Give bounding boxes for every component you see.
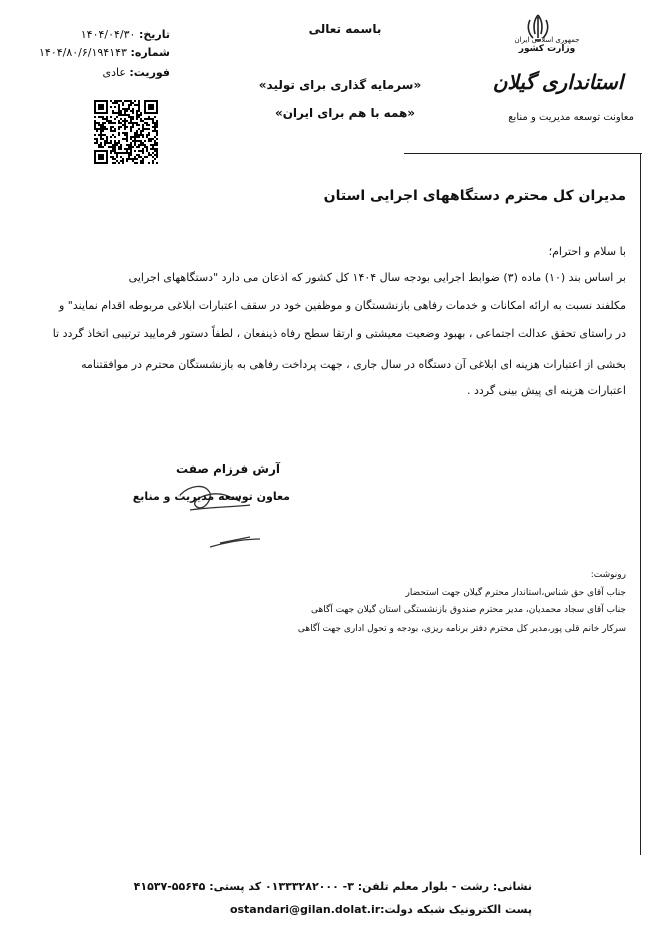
slogan-together: «همه با هم برای ایران» [274,106,416,120]
urgency-label: فوریت: [129,66,170,79]
footer-address: نشانی: رشت - بلوار معلم تلفن: ۳- ۰۱۳۳۳۲۸۲۰۰۰ کد پستی: ۵۵۶۴۵-۴۱۵۳۷ [133,880,532,893]
frame-line-right [640,153,641,855]
qr-code [94,100,158,164]
number-value: ۱۴۰۴/۸۰/۶/۱۹۴۱۴۳ [39,46,127,59]
number-label: شماره: [130,46,170,59]
body-line: مکلفند نسبت به ارائه امکانات و خدمات رفاهی بازنشستگان و موظفین خود در سقف اعتبارات ابلاغی مربوطه اقدام نمایند" و [59,299,626,312]
greeting: با سلام و احترام؛ [548,245,626,258]
ministry-line-2: وزارت کشور [518,44,576,54]
date-value: ۱۴۰۴/۰۴/۳۰ [80,28,136,41]
date-label: تاریخ: [138,28,170,41]
body-line: اعتبارات هزینه ای پیش بینی گردد . [466,384,626,397]
body-line: در راستای تحقق عدالت اجتماعی ، بهبود وضعیت معیشتی و ارتقا سطح رفاه ذینفعان ، لطفاً دستور فرمایید ترتیبی اتخاذ گردد تا [52,327,626,340]
slogan-production: «سرمایه گذاری برای تولید» [258,78,422,92]
ministry-caption [502,36,592,54]
recipient: مدیران کل محترم دستگاههای اجرایی استان [323,188,626,204]
frame-line-top [404,153,642,154]
ministry-line-1: جمهوری اسلامی ایران [514,36,580,44]
letter-urgency [40,66,170,79]
signer-title: معاون توسعه مدیریت و منابع [132,490,290,503]
deputy-office: معاونت توسعه مدیریت و منابع [508,112,634,123]
bismillah: باسمه تعالی [308,22,382,36]
body-line: بخشی از اعتبارات هزینه ای ابلاغی آن دستگاه در سال جاری ، جهت پرداخت رفاهی به بازنشستگان محترم در موافقتنامه [81,358,626,371]
body-line: بر اساس بند (۱۰) ماده (۳) ضوابط اجرایی بودجه سال ۱۴۰۴ کل کشور که اذعان می دارد "دستگاههای اجرایی [128,271,626,284]
ostandari-title: استانداری گیلان [492,70,624,94]
footer-email: پست الکترونیک شبکه دولت:ostandari@gilan.dolat.ir [229,903,532,916]
cc-item: جناب آقای حق شناس،استاندار محترم گیلان جهت استحضار [405,588,626,598]
cc-item: سرکار خانم قلی پور،مدیر کل محترم دفتر برنامه ریزی، بودجه و تحول اداری جهت آگاهی [297,624,626,634]
urgency-value: عادی [102,66,126,79]
cc-title: رونوشت: [590,570,626,580]
signer-name: آرش فرزام صفت [175,462,280,476]
letter-number [40,46,170,59]
letter-date [40,28,170,41]
cc-item: جناب آقای سجاد محمدیان، مدیر محترم صندوق بازنشستگی استان گیلان جهت آگاهی [310,605,626,615]
